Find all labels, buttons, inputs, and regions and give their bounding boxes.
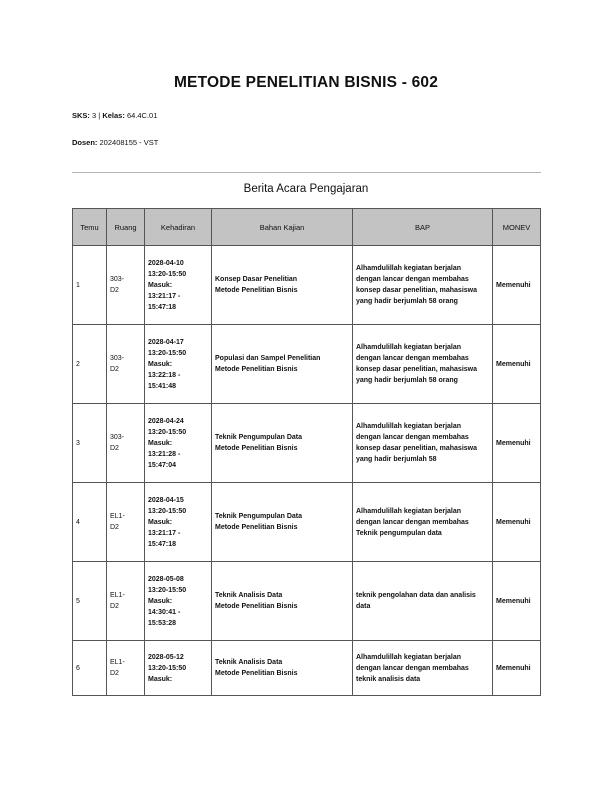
kehadiran-line: Masuk: (148, 518, 173, 526)
kehadiran-line: 2028-04-15 (148, 496, 184, 504)
bap-line: Alhamdulillah kegiatan berjalan (356, 507, 462, 515)
sks-label: SKS: (72, 111, 90, 120)
ruang-line: EL1- (110, 513, 125, 520)
kehadiran-line: 13:20-15:50 (148, 349, 187, 357)
bap-line: Teknik pengumpulan data (356, 529, 442, 537)
cell-kehadiran (145, 562, 212, 641)
kehadiran-line: 13:20-15:50 (148, 270, 187, 278)
table-row (73, 246, 541, 325)
table-row (73, 562, 541, 641)
kehadiran-line: 13:20-15:50 (148, 586, 187, 594)
cell-bap (353, 641, 493, 696)
bahan-line: Teknik Analisis Data (215, 659, 283, 666)
bap-line: Alhamdulillah kegiatan berjalan (356, 344, 462, 351)
bahan-line: Teknik Pengumpulan Data (215, 513, 302, 520)
cell-monev: Memenuhi (493, 404, 541, 483)
kehadiran-line: 2028-05-08 (148, 575, 184, 583)
ruang-line: D2 (110, 670, 119, 677)
kehadiran-line: 13:21:17 - (148, 529, 181, 537)
cell-bahan-kajian (212, 562, 353, 641)
header-bap: BAP (353, 209, 493, 246)
cell-ruang (107, 325, 145, 404)
cell-temu: 1 (73, 246, 107, 325)
cell-bahan-kajian (212, 325, 353, 404)
cell-kehadiran (145, 641, 212, 696)
ruang-line: D2 (110, 287, 119, 294)
bap-line: teknik analisis data (356, 675, 421, 683)
kehadiran-line: 2028-04-10 (148, 259, 184, 267)
kehadiran-line: 2028-05-12 (148, 653, 184, 661)
teaching-record-table (72, 208, 541, 696)
bap-line: konsep dasar penelitian, mahasiswa (356, 445, 477, 452)
bap-line: dengan lancar dengan membahas (356, 276, 469, 283)
kehadiran-line: Masuk: (148, 597, 173, 605)
bahan-line: Metode Penelitian Bisnis (215, 287, 298, 294)
table-row (73, 325, 541, 404)
bahan-line: Populasi dan Sampel Penelitian (215, 355, 321, 362)
kehadiran-line: 15:53:28 (148, 619, 177, 627)
bap-line: data (356, 603, 371, 610)
cell-ruang (107, 246, 145, 325)
cell-temu: 2 (73, 325, 107, 404)
cell-ruang (107, 562, 145, 641)
bap-line: Alhamdulillah kegiatan berjalan (356, 423, 462, 430)
table-row (73, 404, 541, 483)
ruang-line: D2 (110, 445, 119, 452)
header-bahan-kajian: Bahan Kajian (212, 209, 353, 246)
ruang-line: 303- (110, 276, 125, 283)
bap-line: yang hadir berjumlah 58 (356, 456, 437, 463)
ruang-line: D2 (110, 366, 119, 373)
kelas-label: Kelas: (102, 111, 125, 120)
header-kehadiran: Kehadiran (145, 209, 212, 246)
kehadiran-line: 2028-04-24 (148, 417, 184, 425)
bahan-line: Metode Penelitian Bisnis (215, 445, 298, 452)
ruang-line: D2 (110, 603, 119, 610)
bap-line: dengan lancar dengan membahas (356, 434, 469, 441)
table-header-row (73, 209, 541, 246)
bahan-line: Metode Penelitian Bisnis (215, 603, 298, 610)
cell-monev: Memenuhi (493, 641, 541, 696)
kehadiran-line: 15:47:04 (148, 461, 177, 469)
cell-bap (353, 325, 493, 404)
cell-kehadiran (145, 325, 212, 404)
cell-temu: 4 (73, 483, 107, 562)
cell-kehadiran (145, 246, 212, 325)
cell-ruang (107, 641, 145, 696)
cell-monev: Memenuhi (493, 562, 541, 641)
dosen-label: Dosen: (72, 138, 98, 147)
kehadiran-line: Masuk: (148, 439, 173, 447)
cell-bahan-kajian (212, 246, 353, 325)
divider (72, 172, 541, 173)
cell-monev: Memenuhi (493, 246, 541, 325)
kehadiran-line: Masuk: (148, 675, 173, 683)
kehadiran-line: 2028-04-17 (148, 338, 184, 346)
bap-line: konsep dasar penelitian, mahasiswa (356, 287, 477, 294)
kehadiran-line: 14:30:41 - (148, 608, 181, 616)
course-info-line (72, 111, 157, 120)
kehadiran-line: Masuk: (148, 360, 173, 368)
bahan-line: Metode Penelitian Bisnis (215, 524, 298, 531)
kehadiran-line: Masuk: (148, 281, 173, 289)
ruang-line: D2 (110, 524, 119, 531)
kelas-value: 64.4C.01 (126, 111, 158, 120)
section-title: Berita Acara Pengajaran (243, 183, 369, 195)
cell-monev: Memenuhi (493, 483, 541, 562)
cell-temu: 6 (73, 641, 107, 696)
kehadiran-line: 15:47:18 (148, 303, 177, 311)
bahan-line: Metode Penelitian Bisnis (215, 670, 298, 677)
header-temu: Temu (73, 209, 107, 246)
cell-ruang (107, 404, 145, 483)
kehadiran-line: 13:21:17 - (148, 292, 181, 300)
sks-value: 3 (92, 111, 97, 120)
ruang-line: 303- (110, 355, 125, 362)
kehadiran-line: 13:22:18 - (148, 371, 181, 379)
table-row (73, 641, 541, 696)
cell-bahan-kajian (212, 483, 353, 562)
bap-line: yang hadir berjumlah 58 orang (356, 298, 458, 305)
bap-line: Alhamdulillah kegiatan berjalan (356, 653, 462, 661)
bap-line: dengan lancar dengan membahas (356, 355, 469, 362)
ruang-line: 303- (110, 434, 125, 441)
cell-temu: 3 (73, 404, 107, 483)
bap-line: dengan lancar dengan membahas (356, 518, 469, 526)
bap-line: konsep dasar penelitian, mahasiswa (356, 366, 477, 373)
table-body (73, 246, 541, 696)
separator: | (98, 111, 101, 120)
kehadiran-line: 13:21:28 - (148, 450, 181, 458)
cell-bap (353, 483, 493, 562)
kehadiran-line: 13:20-15:50 (148, 507, 187, 515)
cell-bap (353, 246, 493, 325)
kehadiran-line: 15:41:48 (148, 382, 177, 390)
kehadiran-line: 13:20-15:50 (148, 664, 187, 672)
cell-kehadiran (145, 483, 212, 562)
bap-line: teknik pengolahan data dan analisis (356, 592, 476, 599)
cell-ruang (107, 483, 145, 562)
dosen-value: 202408155 - VST (99, 138, 159, 147)
lecturer-info-line (72, 138, 158, 147)
bap-line: dengan lancar dengan membahas (356, 664, 469, 672)
ruang-line: EL1- (110, 659, 125, 666)
cell-monev: Memenuhi (493, 325, 541, 404)
cell-bap (353, 404, 493, 483)
cell-bahan-kajian (212, 641, 353, 696)
bap-line: Alhamdulillah kegiatan berjalan (356, 265, 462, 272)
ruang-line: EL1- (110, 592, 125, 599)
bahan-line: Konsep Dasar Penelitian (215, 276, 298, 283)
page-title: METODE PENELITIAN BISNIS - 602 (173, 74, 439, 91)
cell-bap (353, 562, 493, 641)
cell-kehadiran (145, 404, 212, 483)
cell-temu: 5 (73, 562, 107, 641)
bahan-line: Teknik Pengumpulan Data (215, 434, 302, 441)
bap-line: yang hadir berjumlah 58 orang (356, 377, 458, 384)
kehadiran-line: 13:20-15:50 (148, 428, 187, 436)
kehadiran-line: 15:47:18 (148, 540, 177, 548)
header-monev: MONEV (493, 209, 541, 246)
table-row (73, 483, 541, 562)
bahan-line: Metode Penelitian Bisnis (215, 366, 298, 373)
bahan-line: Teknik Analisis Data (215, 592, 283, 599)
cell-bahan-kajian (212, 404, 353, 483)
header-ruang: Ruang (107, 209, 145, 246)
